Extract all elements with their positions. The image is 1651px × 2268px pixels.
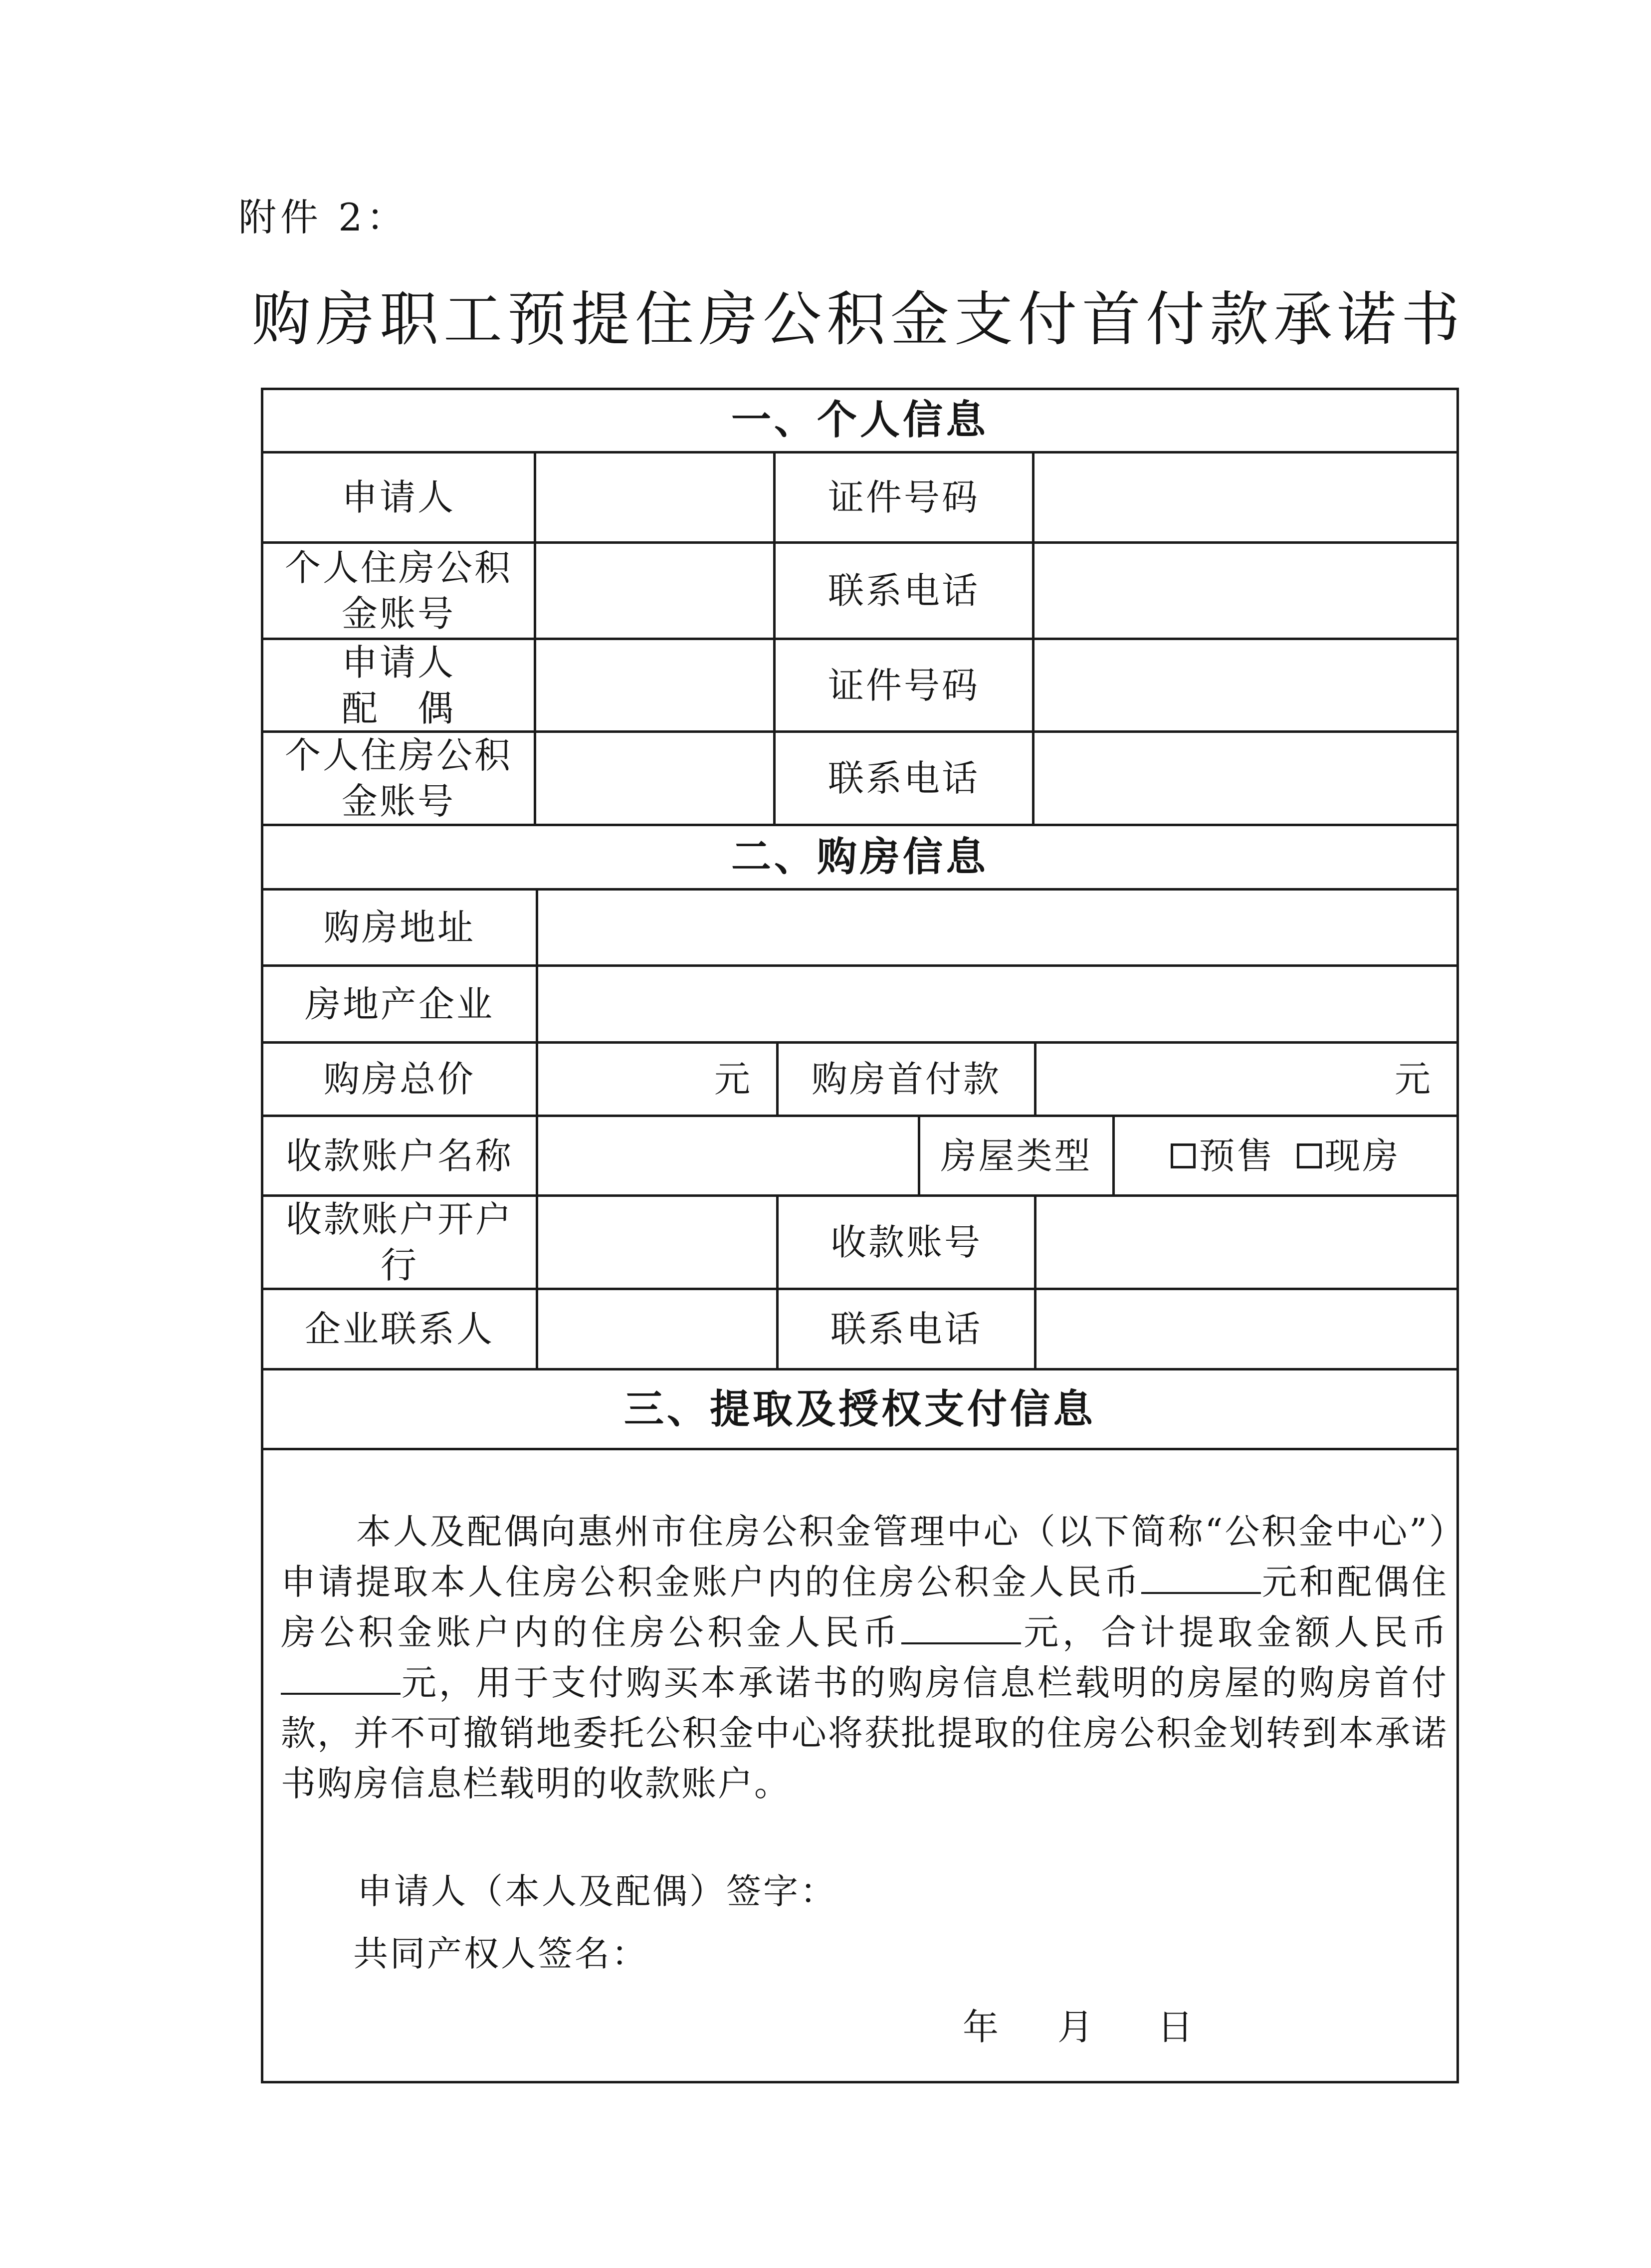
existing-house-checkbox[interactable] — [1297, 1143, 1322, 1168]
own-amount-blank[interactable] — [1141, 1562, 1261, 1594]
co-owner-signature-label: 共同产权人签名： — [353, 1933, 648, 1974]
account-label — [263, 544, 534, 638]
total-price-label: 购房总价 — [323, 1058, 475, 1100]
account-input[interactable] — [536, 544, 773, 638]
payee-bank-input[interactable] — [538, 1197, 776, 1288]
address-label: 购房地址 — [323, 907, 475, 948]
spouse-phone-input[interactable] — [1034, 733, 1456, 824]
section-withdrawal-info: 三、提取及授权支付信息 — [624, 1385, 1096, 1432]
spouse-label-line1: 申请人 — [341, 641, 455, 683]
address-input[interactable] — [538, 891, 1456, 964]
applicant-input[interactable] — [536, 454, 773, 541]
developer-input[interactable] — [538, 967, 1456, 1041]
phone-label: 联系电话 — [827, 570, 980, 612]
spouse-id-number-label: 证件号码 — [827, 664, 980, 706]
account-label-line1: 个人住房公积 — [284, 547, 512, 589]
commitment-paragraph — [281, 1507, 1448, 1809]
total-amount-blank[interactable] — [281, 1663, 401, 1695]
down-payment-unit: 元 — [1394, 1058, 1433, 1100]
total-price-unit: 元 — [714, 1058, 752, 1100]
commitment-text-1: 本人及配偶向惠州市住房公积金管理中心（以下简称“公积金中心”）申请提取本人住房公积金账户内的住房公积金人民币 — [281, 1511, 1448, 1602]
payee-account-label: 收款账号 — [830, 1221, 982, 1263]
down-payment-input[interactable] — [1036, 1044, 1456, 1115]
spouse-input[interactable] — [536, 640, 773, 730]
commitment-text-3: 元，合计提取金额人民币 — [1021, 1612, 1448, 1653]
commitment-text-4: 元，用于支付购买本承诺书的购房信息栏载明的房屋的购房首付款，并不可撤销地委托公积金中心将获批提取的住房公积金划转到本承诺书购房信息栏载明的收款账户。 — [281, 1662, 1448, 1804]
existing-house-label: 现房 — [1324, 1134, 1401, 1177]
section-purchase-info: 二、购房信息 — [731, 834, 989, 880]
spouse-account-input[interactable] — [536, 733, 773, 824]
applicant-signature-label: 申请人（本人及配偶）签字： — [357, 1871, 837, 1912]
presale-checkbox[interactable] — [1171, 1143, 1196, 1168]
attachment-label: 附件 2： — [238, 195, 409, 239]
id-number-label: 证件号码 — [827, 476, 980, 518]
payee-name-input[interactable] — [538, 1117, 918, 1194]
phone-input[interactable] — [1034, 544, 1456, 638]
payee-name-label: 收款账户名称 — [285, 1134, 513, 1177]
company-contact-label: 企业联系人 — [304, 1308, 494, 1350]
date-year: 年 — [963, 2006, 999, 2048]
spouse-account-label-line2: 金账号 — [341, 780, 455, 822]
spouse-label-line2: 配 偶 — [341, 687, 455, 729]
spouse-amount-blank[interactable] — [901, 1612, 1021, 1644]
developer-label: 房地产企业 — [304, 983, 494, 1025]
spouse-account-label — [263, 733, 534, 824]
applicant-label: 申请人 — [341, 476, 455, 518]
date-day: 日 — [1157, 2006, 1194, 2048]
section-personal-info: 一、个人信息 — [731, 397, 989, 443]
spouse-account-label-line1: 个人住房公积 — [284, 734, 512, 776]
payee-bank-label-line2: 行 — [380, 1244, 418, 1286]
spouse-phone-label: 联系电话 — [827, 757, 980, 799]
payee-account-input[interactable] — [1036, 1197, 1456, 1288]
house-type-label: 房屋类型 — [940, 1134, 1092, 1177]
presale-label: 预售 — [1199, 1134, 1275, 1177]
payee-bank-label-line1: 收款账户开户 — [285, 1198, 513, 1240]
company-phone-input[interactable] — [1036, 1290, 1456, 1368]
spouse-id-number-input[interactable] — [1034, 640, 1456, 730]
date-month: 月 — [1057, 2006, 1094, 2048]
total-price-input[interactable] — [538, 1044, 776, 1115]
spouse-label — [263, 640, 534, 730]
payee-bank-label — [263, 1197, 536, 1288]
commitment-text-2: 元和配偶住房公积金账户内的住房公积金人民币 — [281, 1562, 1448, 1653]
document-title: 购房职工预提住房公积金支付首付款承诺书 — [252, 285, 1465, 354]
account-label-line2: 金账号 — [341, 593, 455, 635]
down-payment-label: 购房首付款 — [811, 1058, 1001, 1100]
house-type-options — [1115, 1117, 1456, 1194]
company-phone-label: 联系电话 — [830, 1308, 982, 1350]
id-number-input[interactable] — [1034, 454, 1456, 541]
company-contact-input[interactable] — [538, 1290, 776, 1368]
